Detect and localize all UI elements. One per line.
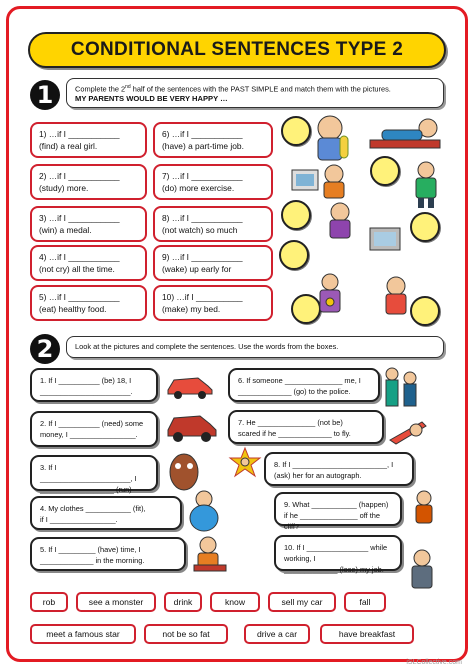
word-bank-item: drink (164, 592, 202, 612)
tall-boy-illustration (402, 160, 450, 210)
answer-circle[interactable] (410, 212, 440, 242)
exercise-1-item: 7) …if I ___________ (do) more exercise. (153, 164, 273, 200)
tv-and-crying-kid-illustration (320, 200, 408, 260)
exercise-1-item: 1) …if I ___________ (find) a real girl. (30, 122, 147, 158)
kid-at-computer-illustration (288, 160, 368, 200)
answer-circle[interactable] (281, 200, 311, 230)
word-bank-item: sell my car (268, 592, 336, 612)
word-bank-item: fall (344, 592, 386, 612)
section-1-lead: MY PARENTS WOULD BE VERY HAPPY … (75, 94, 228, 104)
word-bank-item: have breakfast (320, 624, 414, 644)
sleeping-worker-illustration (402, 548, 442, 594)
exercise-1-item: 5) …if I ___________ (eat) healthy food. (30, 285, 147, 321)
exercise-1-item: 10) …if I __________ (make) my bed. (153, 285, 273, 321)
word-bank-item: know (210, 592, 260, 612)
word-bank-item: rob (30, 592, 68, 612)
word-bank-item: drive a car (244, 624, 310, 644)
exercise-1-item: 8) …if I ___________ (not watch) so much (153, 206, 273, 242)
page-title: CONDITIONAL SENTENCES TYPE 2 (70, 39, 404, 60)
exercise-2-item: 1. If I __________ (be) 18, I ______________________. (30, 368, 158, 402)
exercise-2-item: 2. If I __________ (need) some money, I ________________. (30, 411, 158, 447)
section-2-number: 2 (30, 334, 60, 364)
answer-circle[interactable] (279, 240, 309, 270)
section-1-instruction-box (66, 78, 444, 108)
exercise-2-item: 7. He ______________ (not be) scared if he _____________ to fly. (228, 410, 384, 444)
exercise-1-item: 2) …if I ___________ (study) more. (30, 164, 147, 200)
exercise-2-item: 9. What ___________ (happen) if he ______________ off the cliff? (274, 492, 402, 526)
exercise-2-item: 5. If I _________ (have) time, I _____________ in the morning. (30, 537, 186, 571)
exercise-2-item: 3. If I ______________________, I __________________ (run) (30, 455, 158, 491)
scared-pilot-illustration (386, 412, 430, 452)
kid-with-medal-and-sleeping-kid-illustration (300, 272, 410, 322)
word-bank-item: not be so fat (144, 624, 228, 644)
answer-circle[interactable] (410, 296, 440, 326)
red-car-illustration (164, 370, 216, 400)
exercise-2-item: 10. If I _______________ while working, I _____________ (lose) my job. (274, 535, 402, 571)
robber-and-police-illustration (380, 366, 420, 410)
footer-watermark: iSLCollective.com (406, 659, 462, 666)
boy-eating-illustration (190, 535, 230, 575)
exercise-2-item: 4. My clothes ___________ (fit), if I ________________. (30, 496, 182, 530)
old-car-illustration (164, 408, 220, 444)
exercise-1-item: 6) …if I ___________ (have) a part-time job. (153, 122, 273, 158)
famous-star-illustration (228, 446, 262, 486)
exercise-1-item: 9) …if I ___________ (wake) up early for (153, 245, 273, 281)
monster-illustration (164, 448, 204, 492)
section-2-instruction-box (66, 336, 444, 358)
section-2-instruction: Look at the pictures and complete the sentences. Use the words from the boxes. (75, 342, 339, 351)
word-bank-item: meet a famous star (30, 624, 136, 644)
exercise-2-item: 8. If I _______________________, I (ask) her for an autograph. (264, 452, 414, 486)
exercise-1-item: 4) …if I ___________ (not cry) all the time. (30, 245, 147, 281)
section-1-instruction: Complete the 2nd half of the sentences with the PAST SIMPLE and match them with the pictures. (75, 84, 391, 94)
word-bank-item: see a monster (76, 592, 156, 612)
boy-with-corn-and-man-on-bed-illustration (300, 112, 450, 166)
fat-boy-illustration (186, 490, 222, 534)
section-1-number: 1 (30, 80, 60, 110)
exercise-2-item: 6. If someone ______________ me, I _____________ (go) to the police. (228, 368, 380, 402)
falling-man-illustration (404, 488, 444, 532)
title-banner (28, 32, 446, 68)
exercise-1-item: 3) …if I ___________ (win) a medal. (30, 206, 147, 242)
